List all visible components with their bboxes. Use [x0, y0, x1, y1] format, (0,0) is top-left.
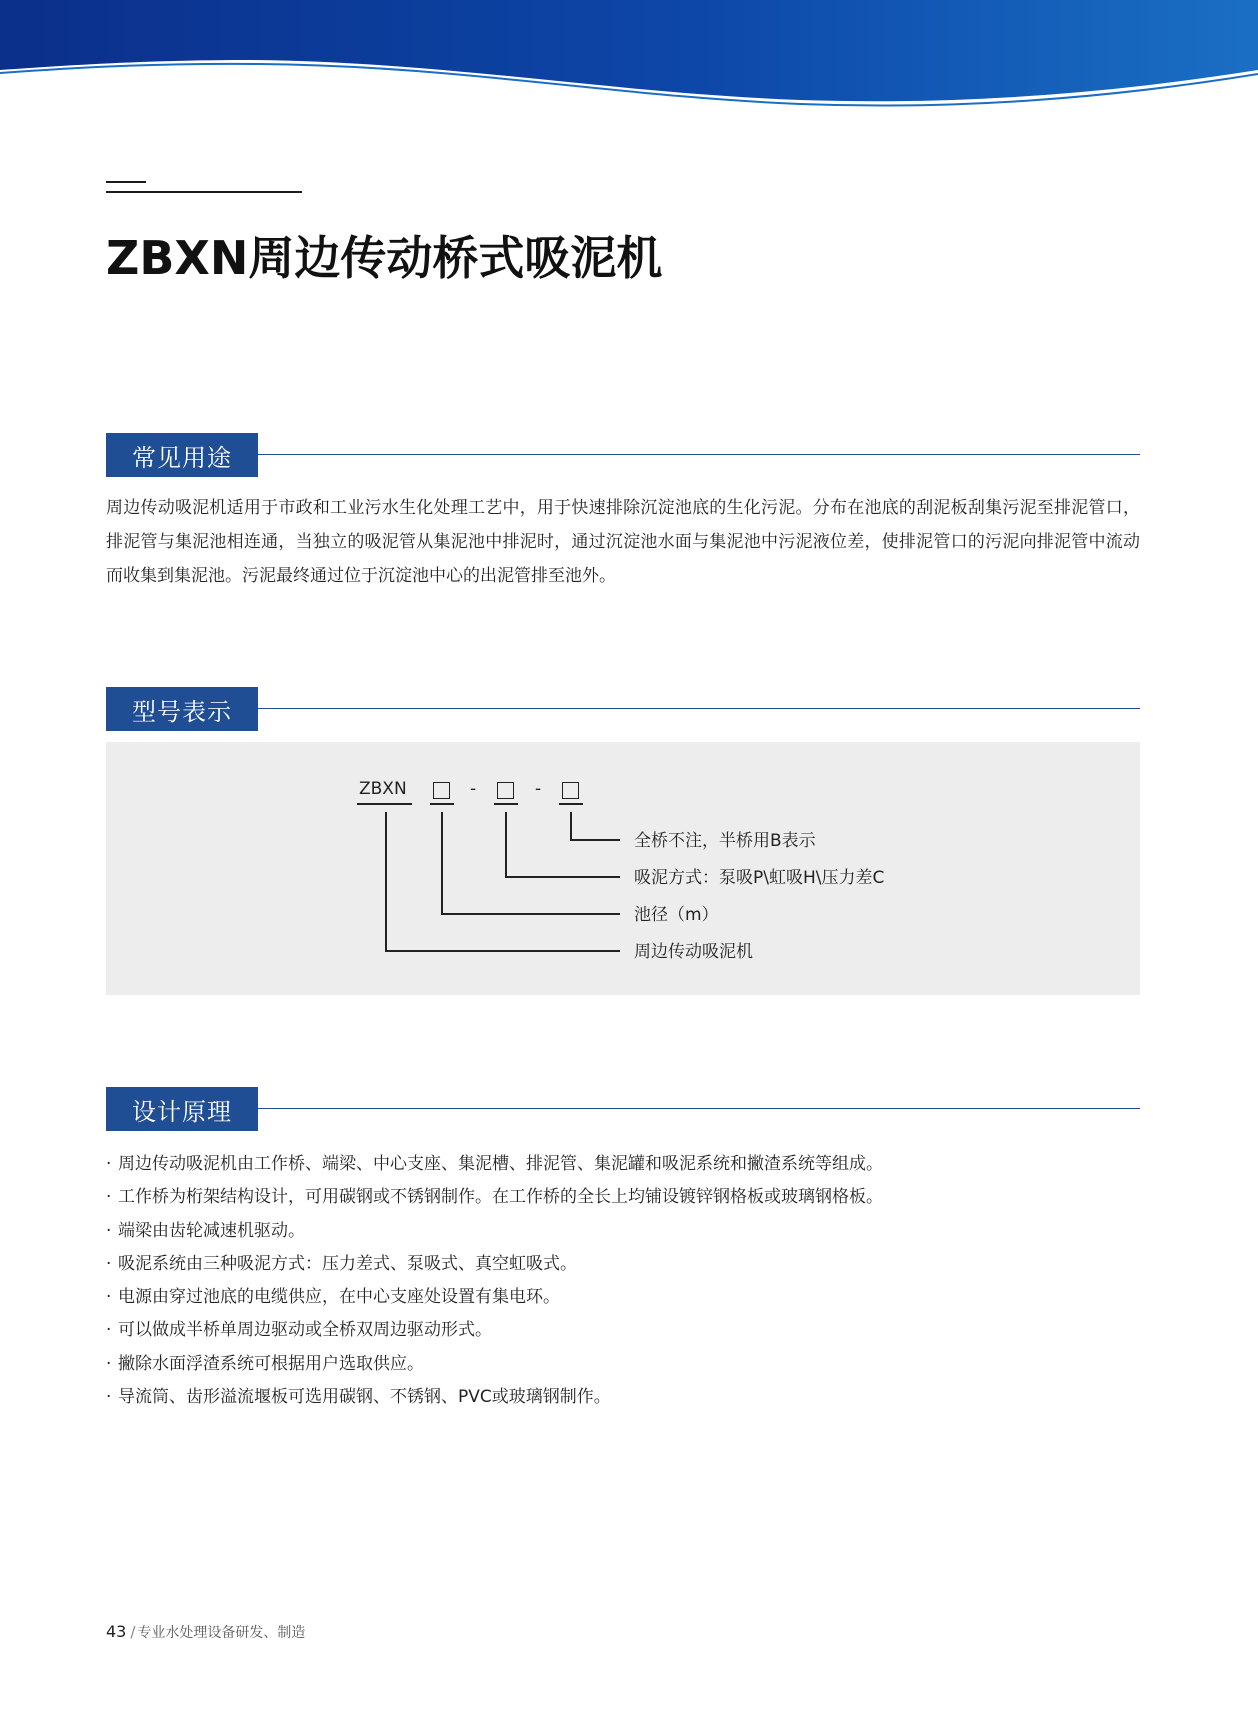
bullet-mark: ·: [106, 1220, 112, 1241]
list-item-text: 导流筒、齿形溢流堰板可选用碳钢、不锈钢、PVC或玻璃钢制作。: [118, 1387, 611, 1408]
section-tag-model: 型号表示: [106, 687, 258, 731]
connector-prefix: [385, 812, 387, 951]
page-number: 43: [106, 1622, 127, 1641]
bullet-mark: ·: [106, 1287, 112, 1308]
bullet-mark: ·: [106, 1320, 112, 1341]
list-item-text: 撇除水面浮渣系统可根据用户选取供应。: [118, 1353, 424, 1374]
list-item: [106, 1148, 883, 1181]
usage-paragraph: 周边传动吸泥机适用于市政和工业污水生化处理工艺中，用于快速排除沉淀池底的生化污泥。分布在池底的刮泥板刮集污泥至排泥管口，排泥管与集泥池相连通，当独立的吸泥管从集泥池中排泥时，通过沉淀池水面与集泥池中污泥液位差，使排泥管口的污泥向排泥管中流动而收集到集泥池。污泥最终通过位于沉淀池中心的出泥管排至池外。: [106, 498, 1140, 586]
prefix-underline: [357, 803, 412, 805]
section-tag-design: 设计原理: [106, 1087, 258, 1131]
bullet-mark: ·: [106, 1187, 112, 1208]
list-item-text: 周边传动吸泥机由工作桥、端梁、中心支座、集泥槽、排泥管、集泥罐和吸泥系统和撇渣系统等组成。: [118, 1154, 883, 1174]
connector-method: [505, 812, 507, 877]
list-item-text: 可以做成半桥单周边驱动或全桥双周边驱动形式。: [118, 1320, 492, 1341]
list-item: [106, 1281, 883, 1314]
title-rule-accent: [106, 181, 146, 183]
model-diagram-box: [106, 742, 1140, 995]
bullet-mark: ·: [106, 1353, 112, 1374]
legend-bridge: 全桥不注，半桥用B表示: [634, 831, 816, 851]
connector-diameter: [441, 812, 443, 914]
page-footer: [106, 1622, 305, 1642]
footer-text: 专业水处理设备研发、制造: [137, 1625, 306, 1641]
bullet-mark: ·: [106, 1253, 112, 1274]
legend-diameter: 池径（m）: [634, 905, 719, 925]
list-item-text: 电源由穿过池底的电缆供应，在中心支座处设置有集电环。: [118, 1287, 560, 1308]
list-item-text: 端梁由齿轮减速机驱动。: [118, 1220, 305, 1241]
connector-prefix: [385, 950, 620, 952]
list-item: [106, 1181, 883, 1214]
list-item-text: 工作桥为桁架结构设计，可用碳钢或不锈钢制作。在工作桥的全长上均铺设镀锌钢格板或玻璃钢格板。: [118, 1187, 883, 1208]
section-tag-usage: 常见用途: [106, 433, 258, 477]
connector-diameter: [441, 913, 620, 915]
list-item: [106, 1215, 883, 1248]
connector-method: [505, 876, 620, 878]
model-slot-diameter: [433, 782, 450, 799]
list-item: [106, 1314, 883, 1347]
header-wave-banner: [0, 0, 1258, 120]
bullet-mark: ·: [106, 1154, 112, 1174]
list-item: [106, 1248, 883, 1281]
slot-underline: [430, 803, 454, 805]
section-divider-design: [258, 1108, 1140, 1109]
connector-bridge: [570, 812, 572, 840]
list-item: [106, 1381, 883, 1414]
list-item-text: 吸泥系统由三种吸泥方式：压力差式、泵吸式、真空虹吸式。: [118, 1253, 577, 1274]
model-dash: -: [470, 779, 477, 799]
section-divider-model: [258, 708, 1140, 709]
model-slot-method: [497, 782, 514, 799]
slot-underline: [494, 803, 518, 805]
title-rule: [106, 191, 302, 193]
design-list: [106, 1148, 883, 1414]
list-item: [106, 1348, 883, 1381]
bullet-mark: ·: [106, 1387, 112, 1408]
page-title: ZBXN周边传动桥式吸泥机: [106, 231, 663, 285]
footer-separator: /: [130, 1623, 136, 1641]
legend-type: 周边传动吸泥机: [634, 942, 753, 962]
slot-underline: [559, 803, 583, 805]
legend-method: 吸泥方式：泵吸P\虹吸H\压力差C: [634, 868, 885, 888]
connector-bridge: [570, 839, 620, 841]
section-divider-usage: [258, 454, 1140, 455]
model-dash: -: [535, 779, 542, 799]
model-slot-bridge: [562, 782, 579, 799]
model-prefix: ZBXN: [359, 779, 407, 799]
